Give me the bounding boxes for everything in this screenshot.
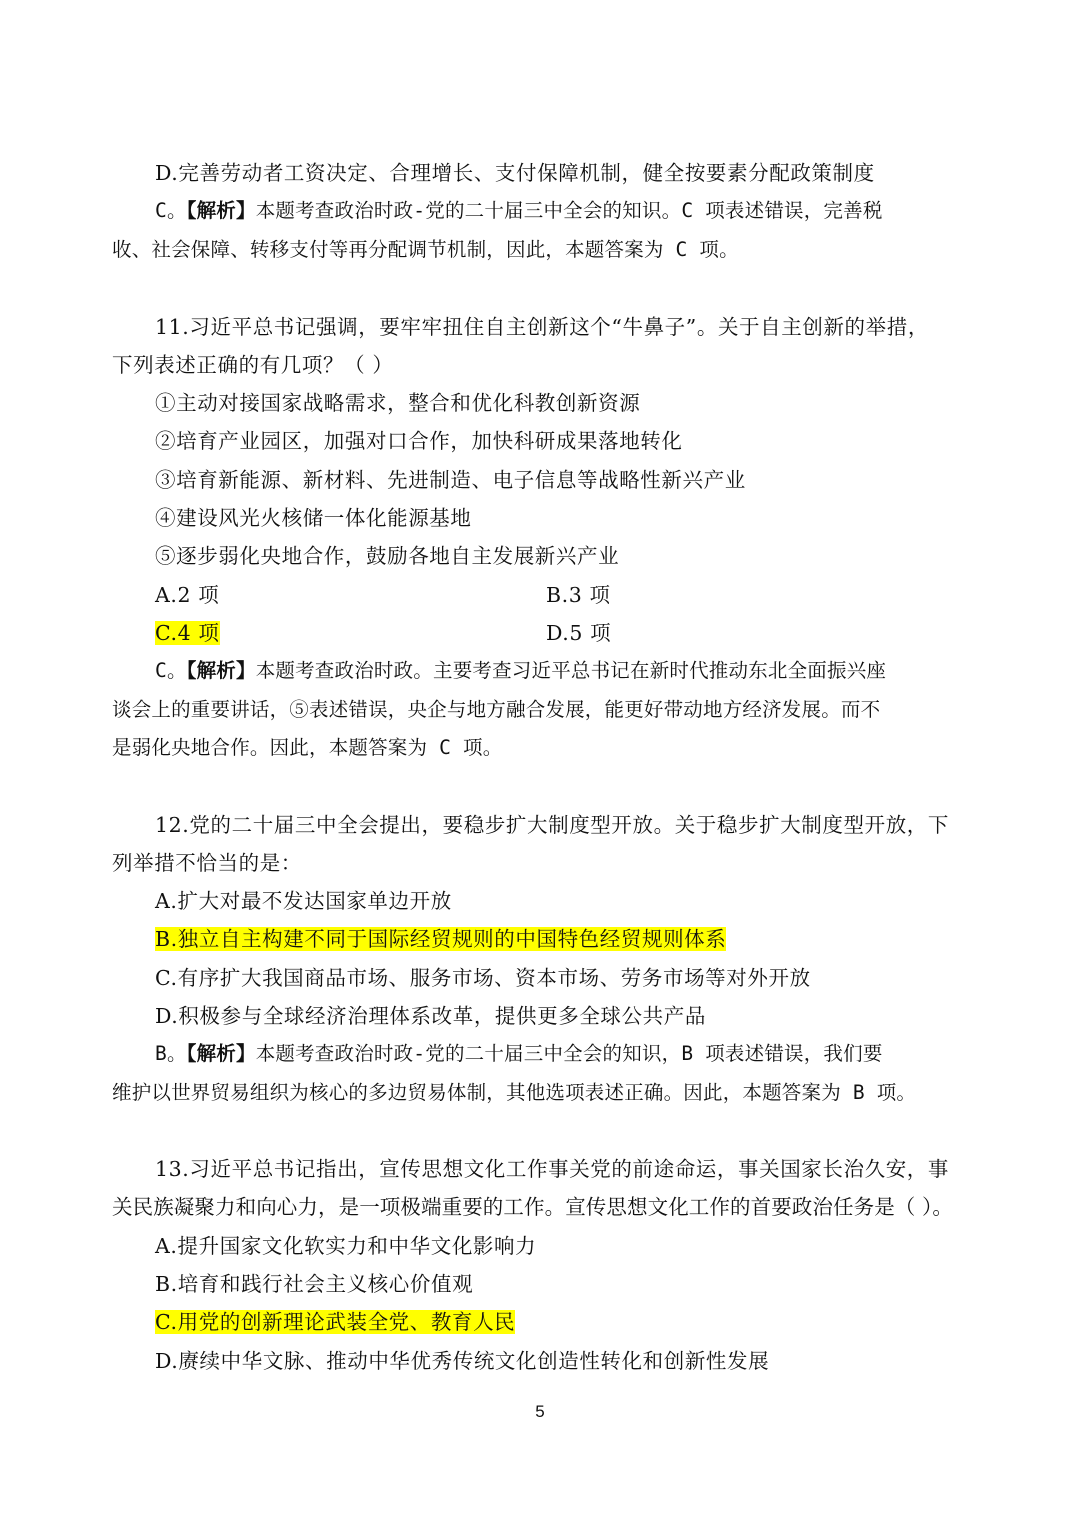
q13-option-c (155, 1307, 515, 1337)
analysis-text: 本题考查政治时政。主要考查习近平总书记在新时代推动东北全面振兴座 (255, 659, 887, 682)
answer-letter: B。 (155, 1042, 187, 1065)
q11-option-a: A.2 项 (155, 583, 220, 607)
q11-analysis-line-2: 谈会上的重要讲话，⑤表述错误，央企与地方融合发展，能更好带动地方经济发展。而不 (112, 698, 881, 721)
q13-stem-line-1: 13.习近平总书记指出，宣传思想文化工作事关党的前途命运，事关国家长治久安，事 (155, 1157, 949, 1181)
highlighted-answer: C.用党的创新理论武装全党、教育人民 (155, 1310, 516, 1334)
answer-letter: C。 (155, 659, 187, 682)
analysis-tag: 【解析】 (186, 1042, 256, 1065)
highlighted-answer: B.独立自主构建不同于国际经贸规则的中国特色经贸规则体系 (155, 927, 727, 951)
q13-stem-line-2: 关民族凝聚力和向心力，是一项极端重要的工作。宣传思想文化工作的首要政治任务是（ ）。 (112, 1195, 953, 1219)
q11-analysis-line-3: 是弱化央地合作。因此，本题答案为 C 项。 (112, 736, 503, 759)
analysis-text: 本题考查政治时政-党的二十届三中全会的知识，B 项表述错误，我们要 (255, 1042, 883, 1065)
q10-analysis-line-1 (155, 196, 883, 226)
q13-option-d: D.赓续中华文脉、推动中华优秀传统文化创造性转化和创新性发展 (155, 1349, 770, 1373)
q12-option-c: C.有序扩大我国商品市场、服务市场、资本市场、劳务市场等对外开放 (155, 966, 811, 990)
q12-analysis-line-2: 维护以世界贸易组织为核心的多边贸易体制，其他选项表述正确。因此，本题答案为 B 项。 (112, 1081, 917, 1104)
q11-stem-line-2: 下列表述正确的有几项？（ ） (112, 353, 394, 377)
q11-item-2: ②培育产业园区，加强对口合作，加快科研成果落地转化 (155, 429, 683, 453)
answer-letter: C。 (155, 199, 187, 222)
q11-item-1: ①主动对接国家战略需求，整合和优化科教创新资源 (155, 391, 641, 415)
q11-analysis-line-1 (155, 656, 886, 686)
q12-analysis-line-1 (155, 1039, 883, 1069)
q11-item-5: ⑤逐步弱化央地合作，鼓励各地自主发展新兴产业 (155, 544, 620, 568)
analysis-tag: 【解析】 (186, 659, 256, 682)
highlighted-answer: C.4 项 (155, 621, 220, 645)
q12-option-d: D.积极参与全球经济治理体系改革，提供更多全球公共产品 (155, 1004, 706, 1028)
page-number: 5 (535, 1402, 545, 1421)
q11-item-4: ④建设风光火核储一体化能源基地 (155, 506, 472, 530)
q11-option-b: B.3 项 (546, 583, 611, 607)
q11-option-d: D.5 项 (546, 621, 612, 645)
q12-stem-line-1: 12.党的二十届三中全会提出，要稳步扩大制度型开放。关于稳步扩大制度型开放，下 (155, 813, 949, 837)
q11-item-3: ③培育新能源、新材料、先进制造、电子信息等战略性新兴产业 (155, 468, 746, 492)
analysis-tag: 【解析】 (186, 199, 256, 222)
q13-option-b: B.培育和践行社会主义核心价值观 (155, 1272, 474, 1296)
q11-stem-line-1: 11.习近平总书记强调，要牢牢扭住自主创新这个“牛鼻子”。关于自主创新的举措， (155, 315, 929, 339)
q12-option-a: A.扩大对最不发达国家单边开放 (155, 889, 452, 913)
q12-stem-line-2: 列举措不恰当的是： (112, 851, 302, 875)
q12-option-b (155, 924, 726, 954)
q11-option-c (155, 618, 220, 648)
q10-analysis-line-2: 收、社会保障、转移支付等再分配调节机制，因此，本题答案为 C 项。 (112, 238, 739, 261)
q10-option-d: D.完善劳动者工资决定、合理增长、支付保障机制，健全按要素分配政策制度 (155, 161, 875, 185)
analysis-text: 本题考查政治时政-党的二十届三中全会的知识。C 项表述错误，完善税 (255, 199, 883, 222)
q13-option-a: A.提升国家文化软实力和中华文化影响力 (155, 1234, 537, 1258)
